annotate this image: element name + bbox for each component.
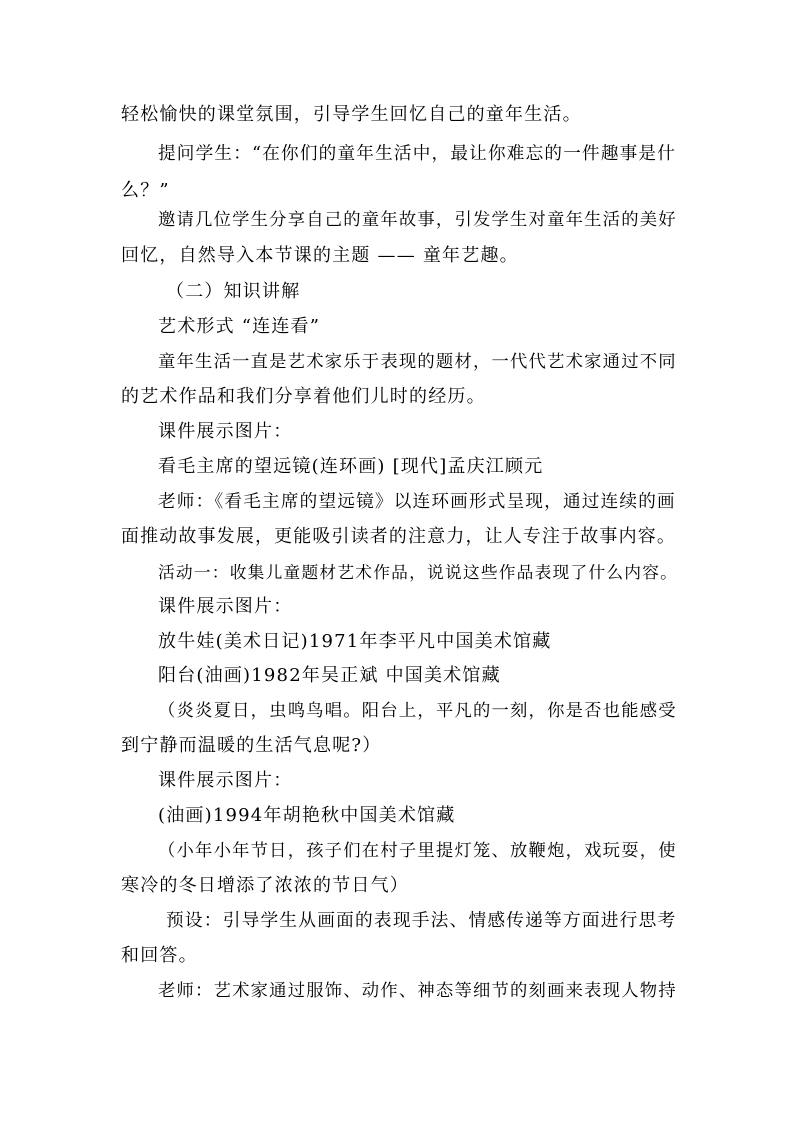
text-line: 提问学生：“在你们的童年生活中，最让你难忘的一件趣事是什 bbox=[158, 144, 677, 164]
text-line: 艺术形式 “连连看” bbox=[158, 316, 321, 337]
text-line: 预设：引导学生从画面的表现手法、情感传递等方面进行思考 bbox=[166, 911, 677, 931]
text-line: (油画)1994年胡艳秋中国美术馆藏 bbox=[158, 805, 456, 826]
text-line: 么？” bbox=[121, 180, 170, 201]
text-line: 回忆，自然导入本节课的主题 —— 童年艺趣。 bbox=[121, 245, 519, 266]
text-line: 课件展示图片： bbox=[158, 770, 293, 791]
text-line: 活动一：收集儿童题材艺术作品，说说这些作品表现了什么内容。 bbox=[158, 562, 679, 582]
text-line: 老师：《看毛主席的望远镜》以连环画形式呈现，通过连续的画 bbox=[158, 492, 676, 512]
text-line: 课件展示图片： bbox=[158, 421, 293, 442]
text-line: 老师：艺术家通过服饰、动作、神态等细节的刻画来表现人物持 bbox=[158, 981, 677, 1001]
text-line: （炎炎夏日，虫鸣鸟唱。阳台上，平凡的一刻，你是否也能感受 bbox=[158, 701, 677, 721]
text-line: 和回答。 bbox=[121, 945, 198, 966]
text-line: （小年小年节日，孩子们在村子里提灯笼、放鞭炮，戏玩耍，使 bbox=[158, 841, 677, 861]
text-line: 轻松愉快的课堂氛围，引导学生回忆自己的童年生活。 bbox=[121, 104, 582, 125]
text-line: 到宁静而温暖的生活气息呢?） bbox=[121, 735, 382, 756]
text-line: 寒冷的冬日增添了浓浓的节日气） bbox=[121, 875, 409, 896]
section-heading: （二）知识讲解 bbox=[166, 281, 301, 302]
text-line: 面推动故事发展，更能吸引读者的注意力，让人专注于故事内容。 bbox=[121, 526, 676, 547]
text-line: 邀请几位学生分享自己的童年故事，引发学生对童年生活的美好 bbox=[158, 210, 677, 230]
text-line: 阳台(油画)1982年吴正斌 中国美术馆藏 bbox=[158, 665, 501, 686]
text-line: 童年生活一直是艺术家乐于表现的题材，一代代艺术家通过不同 bbox=[158, 352, 677, 372]
text-line: 放牛娃(美术日记)1971年李平凡中国美术馆藏 bbox=[158, 631, 552, 652]
text-line: 课件展示图片： bbox=[158, 596, 293, 617]
text-line: 的艺术作品和我们分享着他们儿时的经历。 bbox=[121, 386, 486, 407]
text-line: 看毛主席的望远镜(连环画) [现代]孟庆江顾元 bbox=[158, 456, 544, 477]
